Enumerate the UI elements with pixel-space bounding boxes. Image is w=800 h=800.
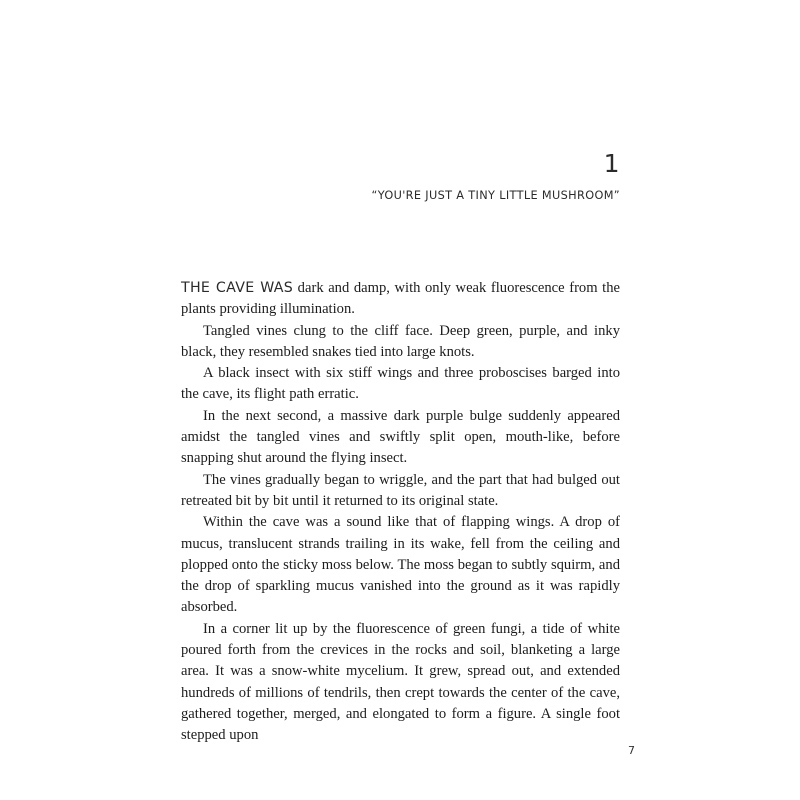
body-text xyxy=(181,278,620,747)
chapter-header xyxy=(180,150,620,202)
paragraph: In the next second, a massive dark purple bulge suddenly appeared amidst the tangled vines and swiftly split open, mouth-like, before snapping shut around the flying insect. xyxy=(181,407,620,467)
page-number: 7 xyxy=(628,744,635,757)
paragraph: In a corner lit up by the fluorescence of green fungi, a tide of white poured forth from the crevices in the rocks and soil, blanketing a large area. It was a snow-white mycelium. It grew, spread out, and extended hundreds of millions of tendrils, then crept towards the center of the cave, gathered together, merged, and elongated to form a figure. A single foot stepped upon xyxy=(181,620,620,744)
paragraph: Within the cave was a sound like that of flapping wings. A drop of mucus, translucent strands trailing in its wake, fell from the ceiling and plopped onto the sticky moss below. The moss began to subtly squirm, and the drop of sparkling mucus vanished into the ground as it was rapidly absorbed. xyxy=(181,514,620,616)
paragraph: The vines gradually began to wriggle, and the part that had bulged out retreated bit by bit until it returned to its original state. xyxy=(181,471,620,509)
paragraph: A black insect with six stiff wings and three proboscises barged into the cave, its flight path erratic. xyxy=(181,365,620,403)
opening-small-caps: THE CAVE WAS xyxy=(181,280,294,296)
chapter-title: “YOU'RE JUST A TINY LITTLE MUSHROOM” xyxy=(371,188,620,202)
paragraph: Tangled vines clung to the cliff face. Deep green, purple, and inky black, they resembled snakes tied into large knots. xyxy=(181,322,620,360)
paragraph-text: dark and damp, with only weak fluorescence from the plants providing illumination. xyxy=(181,280,620,318)
paragraph xyxy=(181,278,620,321)
chapter-number: 1 xyxy=(603,149,620,178)
